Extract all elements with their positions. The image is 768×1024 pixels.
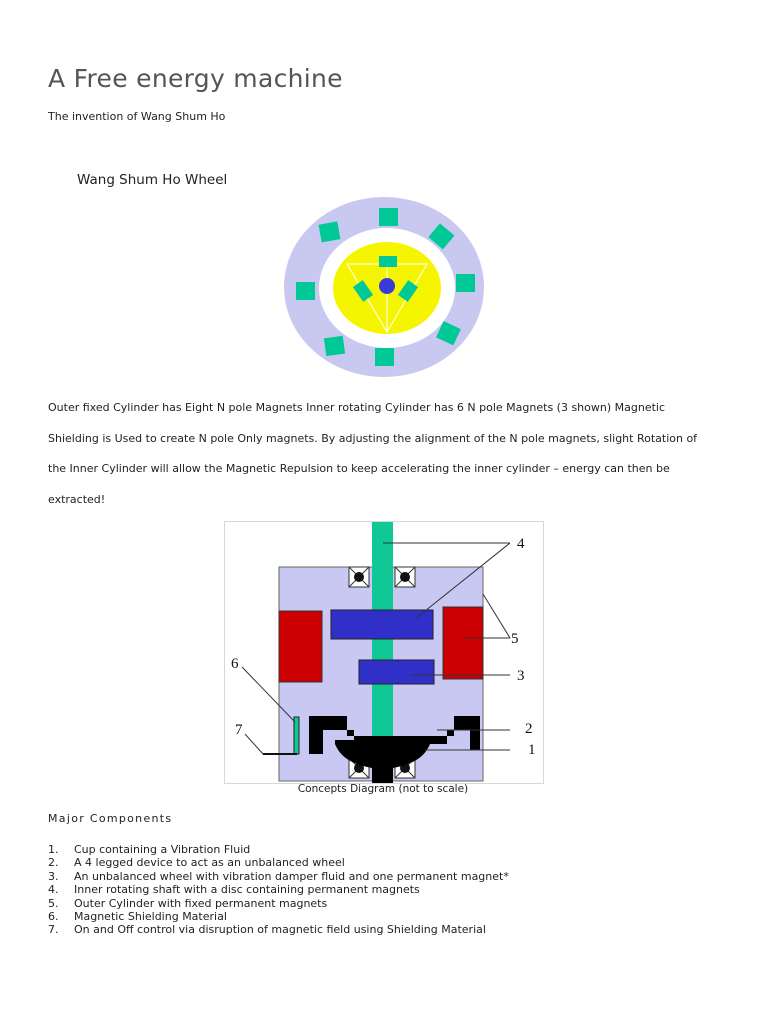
concepts-diagram-svg <box>225 522 543 783</box>
outer-magnet <box>375 348 394 366</box>
wheel-diagram <box>283 196 485 378</box>
diagram-label-5: 5 <box>511 631 519 647</box>
diagram-label-2: 2 <box>525 721 533 737</box>
page-subtitle: The invention of Wang Shum Ho <box>48 110 226 123</box>
outer-magnet <box>319 221 341 242</box>
list-text: On and Off control via disruption of magnetic field using Shielding Material <box>74 923 486 937</box>
list-item <box>48 856 509 869</box>
paragraph-line: the Inner Cylinder will allow the Magnetic Repulsion to keep accelerating the inner cylinder – energy can then be <box>48 462 670 475</box>
diagram-label-7: 7 <box>235 722 243 738</box>
diagram-label-4: 4 <box>517 536 525 552</box>
list-number: 4. <box>48 883 59 897</box>
outer-magnet <box>324 336 345 356</box>
list-text: Cup containing a Vibration Fluid <box>74 843 251 856</box>
components-list <box>48 843 509 937</box>
list-number: 3. <box>48 869 59 883</box>
inner-magnet <box>379 256 397 267</box>
magnet-disc-4 <box>331 610 433 639</box>
list-item <box>48 870 509 883</box>
list-item <box>48 843 509 856</box>
diagram-label-3: 3 <box>517 668 525 684</box>
page-title: A Free energy machine <box>48 64 343 93</box>
list-item <box>48 883 509 896</box>
list-text: Inner rotating shaft with a disc containing permanent magnets <box>74 883 420 897</box>
shielding-material <box>294 717 299 754</box>
outer-magnet-left <box>279 611 322 682</box>
paragraph-line: extracted! <box>48 493 106 506</box>
components-heading: Major Components <box>48 812 173 825</box>
outer-magnet-right <box>443 607 483 679</box>
diagram-label-1: 1 <box>528 742 536 758</box>
outer-magnet <box>379 208 398 226</box>
list-number: 5. <box>48 896 59 910</box>
list-item <box>48 897 509 910</box>
list-item <box>48 923 509 936</box>
figure-caption: Concepts Diagram (not to scale) <box>297 783 469 795</box>
paragraph-line: Shielding is Used to create N pole Only magnets. By adjusting the alignment of the N pole magnets, slight Rotation of <box>48 432 698 445</box>
list-item <box>48 910 509 923</box>
outer-magnet <box>296 282 315 300</box>
list-number: 7. <box>48 923 59 937</box>
list-text: A 4 legged device to act as an unbalanced wheel <box>74 856 345 870</box>
list-number: 6. <box>48 909 59 923</box>
paragraph-line: Outer fixed Cylinder has Eight N pole Magnets Inner rotating Cylinder has 6 N pole Magnets (3 shown) Magnetic <box>48 401 666 414</box>
list-text: An unbalanced wheel with vibration damper fluid and one permanent magnet* <box>74 869 509 883</box>
outer-magnet <box>456 274 475 292</box>
diagram-label-6: 6 <box>231 656 239 672</box>
concepts-diagram <box>224 521 544 784</box>
bearing-top-left <box>349 567 369 587</box>
leader-line-5 <box>483 594 510 638</box>
list-text: Outer Cylinder with fixed permanent magnets <box>74 896 328 910</box>
list-text: Magnetic Shielding Material <box>74 909 227 923</box>
bearing-top-right <box>395 567 415 587</box>
leader-line-7 <box>245 734 263 754</box>
list-number: 1. <box>48 843 59 856</box>
wheel-heading: Wang Shum Ho Wheel <box>77 172 228 188</box>
unbalanced-wheel-3 <box>359 660 434 684</box>
list-number: 2. <box>48 856 59 870</box>
wheel-hub <box>379 278 395 294</box>
